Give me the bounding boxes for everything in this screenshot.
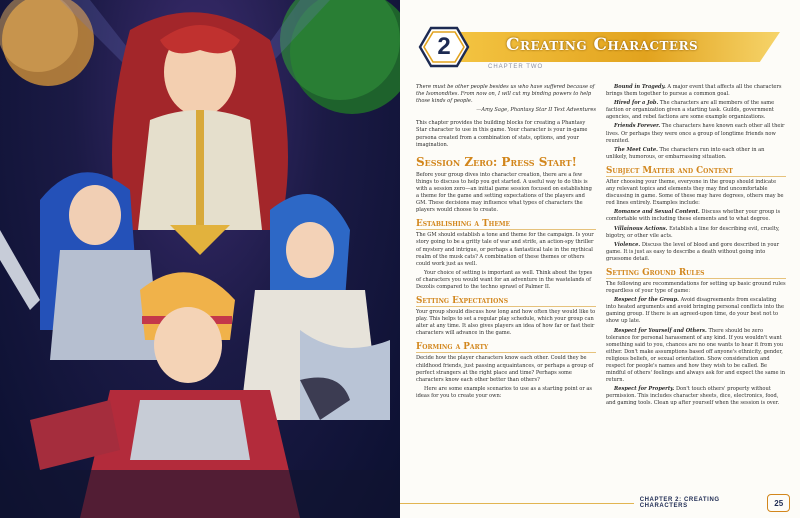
subject-item: Villainous Actions. Establish a line for describing evil, cruelty, bigotry, or other vile acts. — [606, 225, 780, 239]
page-number: 25 — [767, 494, 790, 512]
session-zero-body: Before your group dives into character creation, there are a few things to discuss to help you get started. A useful way to do this is with a session zero—an initial game session focused on establishing a theme for the game and setting expectations of the players and GM. These decisions may influence what types of characters the players would choose to create. — [416, 171, 592, 214]
scenario-item: Hired for a Job. The characters are all members of the same faction or organization given a starting task. Guilds, government agencies, and rebel factions are some example organizations. — [606, 100, 775, 121]
subject-body: After choosing your theme, everyone in the group should indicate any relevant topics and elements they may find uncomfortable discussing in game. Some of these may have degrees, others may be red lines entirely. Examples include: — [606, 178, 784, 207]
chapter-subtitle: CHAPTER TWO — [488, 64, 544, 70]
ground-rules-body: The following are recommendations for setting up basic ground rules regardless of your type of game: — [606, 280, 786, 295]
ground-rule-item: Respect for Property. Don't touch others' property without permission. This includes character sheets, dice, electronics, food, and gaming tools. Clean up after yourself when the session is over. — [606, 386, 780, 407]
expectations-body: Your group should discuss how long and how often they would like to play. This helps to set a regular play schedule, which your group can alter at any time. It also gives players an idea of how far or fast their characters will advance in the game. — [416, 309, 596, 337]
footer-rule — [400, 503, 634, 504]
ground-rules-heading: Setting Ground Rules — [606, 268, 786, 279]
subject-heading: Subject Matter and Content — [606, 166, 786, 177]
expectations-heading: Setting Expectations — [416, 296, 596, 307]
column-left — [416, 84, 596, 410]
subject-item: Violence. Discuss the level of blood and gore described in your game. It is just as easy to describe a death without going into gruesome detail. — [606, 241, 780, 262]
page-footer — [400, 494, 790, 512]
running-title: CHAPTER 2: CREATING CHARACTERS — [639, 497, 720, 509]
text-columns — [416, 84, 786, 410]
scenario-item: The Meet Cute. The characters run into each other in an unlikely, humorous, or embarrassing situation. — [606, 146, 765, 160]
epigraph-text: There must be other people besides us who have suffered because of the Isomondites. From now on, I will cut my binding powers to help those kinds of people. — [416, 84, 595, 105]
theme-paragraph-2: Your choice of setting is important as well. Think about the types of characters you would want for an adventure in the wastelands of Dezolis compared to the techno sprawl of Palmer II. — [416, 269, 593, 290]
scenario-item: Friends Forever. The characters have known each other all their lives. Or perhaps they were once a group of longtime friends now reunited. — [606, 123, 785, 144]
rules-page — [400, 0, 800, 518]
theme-heading: Establishing a Theme — [416, 219, 596, 230]
party-paragraph-2: Here are some example scenarios to use as a starting point or as ideas for you to create your own: — [416, 385, 593, 399]
intro-paragraph: This chapter provides the building blocks for creating a Phantasy Star character to use in this game. Your character is your in-game persona created from a combination of stats, options, and your imagination. — [416, 120, 588, 148]
column-right — [606, 84, 786, 410]
subject-item: Romance and Sexual Content. Discuss whether your group is comfortable with including these elements and to what degree. — [606, 209, 781, 223]
ground-rule-item: Respect for the Group. Avoid disagreements from escalating into heated arguments and avoid bringing personal conflicts into the gaming group. If there is an agreed-upon time, do your best not to show up late. — [606, 297, 784, 325]
theme-paragraph-1: The GM should establish a tone and theme for the campaign. Is your story going to be a gritty tale of war and strife, an action-spy thriller of mystery and intrigue, or perhaps a fantastical tale in the mythical realm of the musk cats? A combination of these themes or others could work just as well. — [416, 232, 594, 267]
chapter-banner — [418, 26, 780, 68]
party-heading: Forming a Party — [416, 342, 596, 353]
chapter-title: Creating Characters — [506, 35, 699, 55]
chapter-number: 2 — [437, 33, 451, 60]
session-zero-heading: Session Zero: Press Start! — [416, 154, 577, 169]
scenario-item: Bound in Tragedy. A major event that affects all the characters brings them together to pursue a common goal. — [606, 84, 782, 98]
ground-rule-item: Respect for Yourself and Others. There should be zero tolerance for personal harassment of any kind. If you wouldn't want something said to you, chances are no one wants to hear it from you either. Don't make assumptions based off anyone's ethnicity, gender, religious beliefs, or sexual orientation. Show consideration and respect for people's names and how they wish to be called. Be mindful of others' feelings and always ask for and expect the same in return. — [606, 327, 786, 384]
party-paragraph-1: Decide how the player characters know each other. Could they be childhood friends, just passing acquaintances, or perhaps a group of perfect strangers at the right place and time? Perhaps some characters know each other better than others? — [416, 355, 594, 383]
epigraph-attribution: —Amy Sage, Phantasy Star II Text Adventures — [476, 107, 596, 114]
